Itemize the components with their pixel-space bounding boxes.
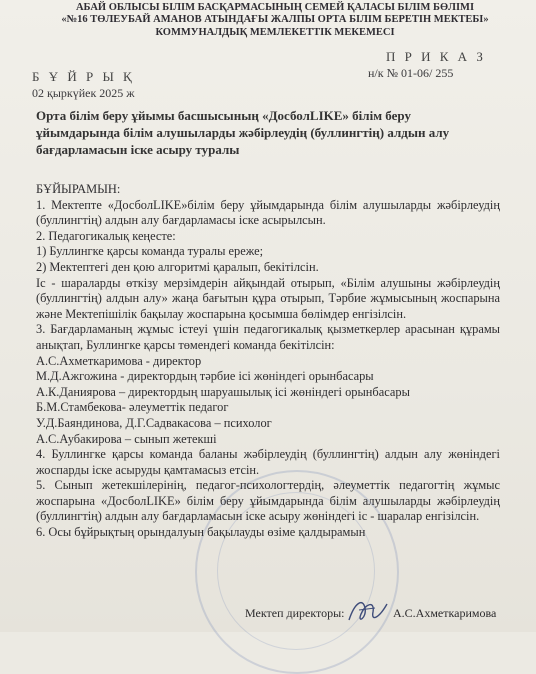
paragraph-2-note: Іс - шараларды өткізу мерзімдерін айқындай отырып, «Білім алушыны жәбірлеудің (буллингтің) алдын алу» жаңа бағытын құра отырып, Тәрбие жұмысының жоспарына және Мектепішілік бақылау жоспарына қосымша бөлімдер енгізілсін. [36,275,500,321]
paragraph-1: 1. Мектепте «ДосболLIKE»білім беру ұйымдарында білім алушыларды жәбірлеудің (буллингтің) алдын алу бағдарламасы іске асырылсын. [36,197,500,228]
paragraph-2-item-1: 1) Буллингке қарсы команда туралы ереже; [36,244,264,259]
paragraph-5: 5. Сынып жетекшілерінің, педагог-психологтердің, әлеуметтік педагогтің жұмыс жоспарына «ДосболLIKE» білім беру ұйымдарында білім алушыларды жәбірлеудің (буллингтің) алдын алу бағдарламасын іске асыру жөніндегі іс - шаралар енгізілсін. [36,478,500,524]
team-member: А.С.Ахметкаримова - директор [36,353,202,368]
paragraph-6: 6. Осы бұйрықтың орындалуын бақылауды өзіме қалдырамын [36,525,366,540]
paragraph-2: 2. Педагогикалық кеңесте: [36,228,176,243]
title-kz: Б Ұ Й Р Ы Қ [32,69,135,84]
order-date: 02 қыркүйек 2025 ж [32,86,135,100]
header-line-2: «№16 ТӨЛЕУБАЙ АМАНОВ АТЫНДАҒЫ ЖАЛПЫ ОРТА БІЛІМ БЕРЕТІН МЕКТЕБІ» [61,14,489,25]
header-line-3: КОММУНАЛДЫҚ МЕМЛЕКЕТТІК МЕКЕМЕСІ [155,27,395,38]
header-line-1: АБАЙ ОБЛЫСЫ БІЛІМ БАСҚАРМАСЫНЫҢ СЕМЕЙ ҚАЛАСЫ БІЛІМ БӨЛІМІ [75,2,475,13]
order-number: н/к № 01-06/ 255 [368,66,454,80]
team-member: Б.М.Стамбекова- әлеуметтік педагог [36,400,229,415]
team-member: М.Д.Ажгожина - директордың тәрбие ісі жөніндегі орынбасары [36,369,374,384]
handwritten-signature [345,594,391,628]
team-member: А.С.Аубакирова – сынып жетекші [36,431,217,446]
title-ru: П Р И К А З [386,49,486,64]
paragraph-4: 4. Буллингке қарсы команда баланы жәбірлеудің (буллингтің) алдын алу жөніндегі жоспарды іске асыруды қамтамасыз етсін. [36,447,500,477]
director-name: А.С.Ахметкаримова [393,606,497,620]
order-subject: Орта білім беру ұйымы басшысының «ДосболLIKE» білім беру ұйымдарында білім алушыларды жәбірлеудің (буллингтің) алдын алу бағдарламасын іске асыру туралы [36,108,450,157]
team-member: У.Д.Баяндинова, Д.Г.Садвакасова – психолог [36,415,272,430]
signature-label: Мектеп директоры: [245,606,345,620]
paragraph-2-item-2: 2) Мектептегі ден қою алгоритмі қаралып, бекітілсін. [36,259,319,274]
order-word: БҰЙЫРАМЫН: [36,182,121,196]
order-body [36,182,500,541]
team-member: А.К.Даниярова – директордың шаруашылық ісі жөніндегі орынбасары [36,384,410,399]
paragraph-3: 3. Бағдарламаның жұмыс істеуі үшін педагогикалық қызметкерлер арасынан құрамы анықтап, Буллингке қарсы төмендегі команда бекітілсін: [36,322,500,352]
